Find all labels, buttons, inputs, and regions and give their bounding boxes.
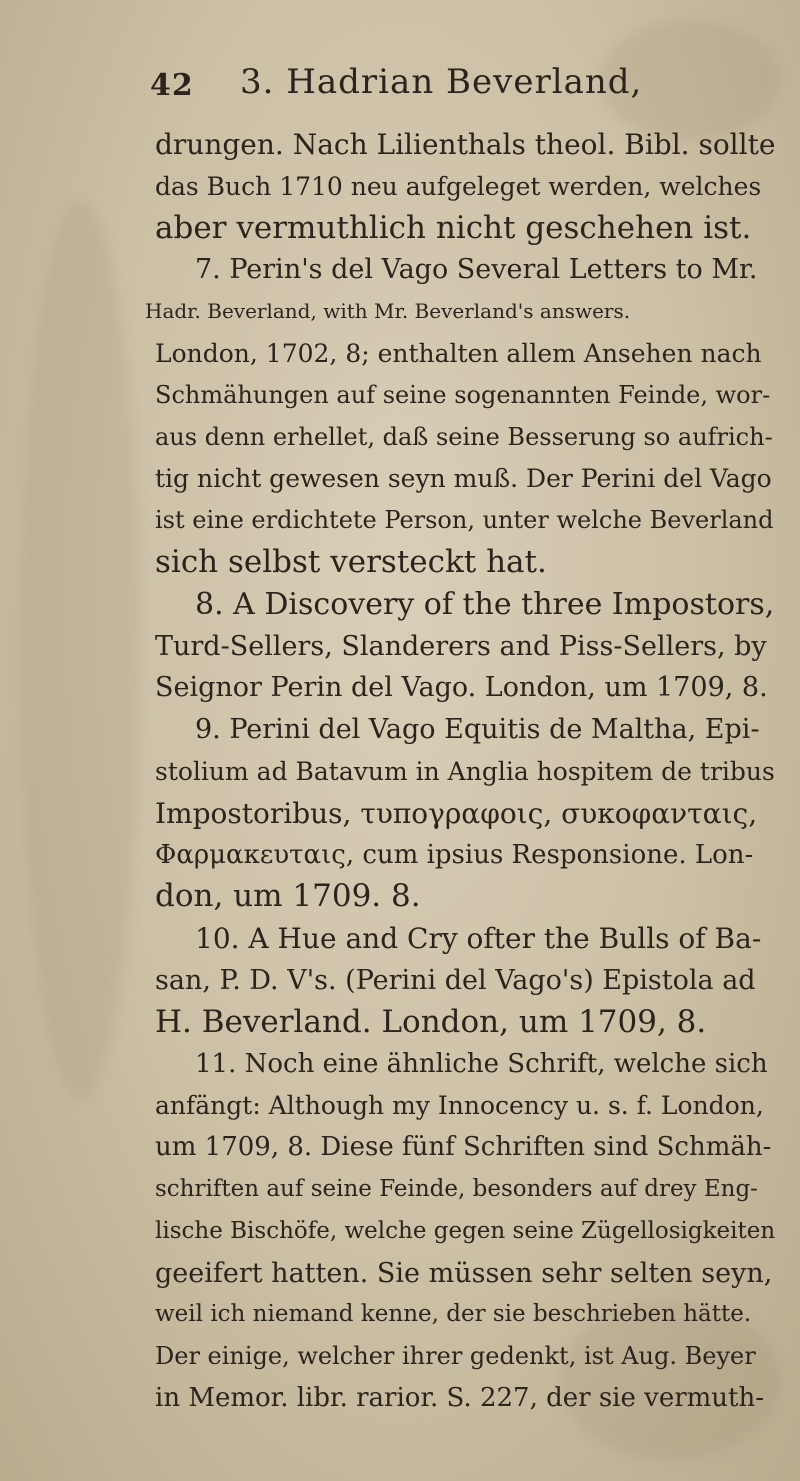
text-line: H. Beverland. London, um 1709, 8.	[155, 1003, 707, 1040]
paper-stain	[20, 200, 140, 1100]
text-line: das Buch 1710 neu aufgeleget werden, welches	[155, 171, 762, 201]
running-title: 3. Hadrian Beverland,	[240, 62, 643, 102]
text-line: weil ich niemand kenne, der sie beschrieben hätte.	[155, 1301, 752, 1328]
text-line: 9. Perini del Vago Equitis de Maltha, Epi-	[195, 714, 760, 746]
text-line: 7. Perin's del Vago Several Letters to Mr.	[195, 254, 758, 286]
text-line: aus denn erhellet, daß seine Besserung so aufrich-	[155, 422, 773, 451]
text-line: aber vermuthlich nicht geschehen ist.	[155, 209, 752, 246]
text-line: geeifert hatten. Sie müssen sehr selten seyn,	[155, 1257, 773, 1289]
text-line: ist eine erdichtete Person, unter welche Beverland	[155, 506, 774, 535]
text-line: don, um 1709. 8.	[155, 878, 421, 915]
text-line: London, 1702, 8; enthalten allem Ansehen nach	[155, 338, 762, 368]
text-line: sich selbst versteckt hat.	[155, 543, 547, 580]
text-line: Seignor Perin del Vago. London, um 1709, 8.	[155, 672, 768, 704]
page-number: 42	[150, 68, 194, 103]
text-line: 11. Noch eine ähnliche Schrift, welche sich	[195, 1048, 768, 1079]
text-line: Schmähungen auf seine sogenannten Feinde, wor-	[155, 380, 771, 409]
text-line: Turd-Sellers, Slanderers and Piss-Sellers, by	[155, 630, 767, 662]
text-line: in Memor. libr. rarior. S. 227, der sie vermuth-	[155, 1382, 765, 1413]
text-line: Impostoribus, τυπογραφοις, συκοφανταις,	[155, 796, 758, 830]
text-line: Der einige, welcher ihrer gedenkt, ist Aug. Beyer	[155, 1342, 756, 1371]
text-line: stolium ad Batavum in Anglia hospitem de tribus	[155, 756, 775, 786]
text-line: tig nicht gewesen seyn muß. Der Perini del Vago	[155, 464, 772, 494]
body-text	[145, 124, 776, 1420]
text-line: lische Bischöfe, welche gegen seine Zügellosigkeiten	[155, 1217, 776, 1244]
page-header	[150, 58, 750, 108]
text-line: anfängt: Although my Innocency u. s. f. London,	[155, 1091, 764, 1121]
text-line: schriften auf seine Feinde, besonders auf drey Eng-	[155, 1175, 758, 1202]
text-line: 10. A Hue and Cry ofter the Bulls of Ba-	[195, 922, 762, 956]
text-line: Hadr. Beverland, with Mr. Beverland's answers.	[145, 299, 631, 324]
text-line: drungen. Nach Lilienthals theol. Bibl. sollte	[155, 128, 776, 161]
text-line: san, P. D. V's. (Perini del Vago's) Epistola ad	[155, 964, 756, 996]
text-line: Φαρμακευταις, cum ipsius Responsione. Lon-	[155, 839, 754, 870]
text-line: um 1709, 8. Diese fünf Schriften sind Schmäh-	[155, 1132, 772, 1163]
text-line: 8. A Discovery of the three Impostors,	[195, 586, 775, 622]
